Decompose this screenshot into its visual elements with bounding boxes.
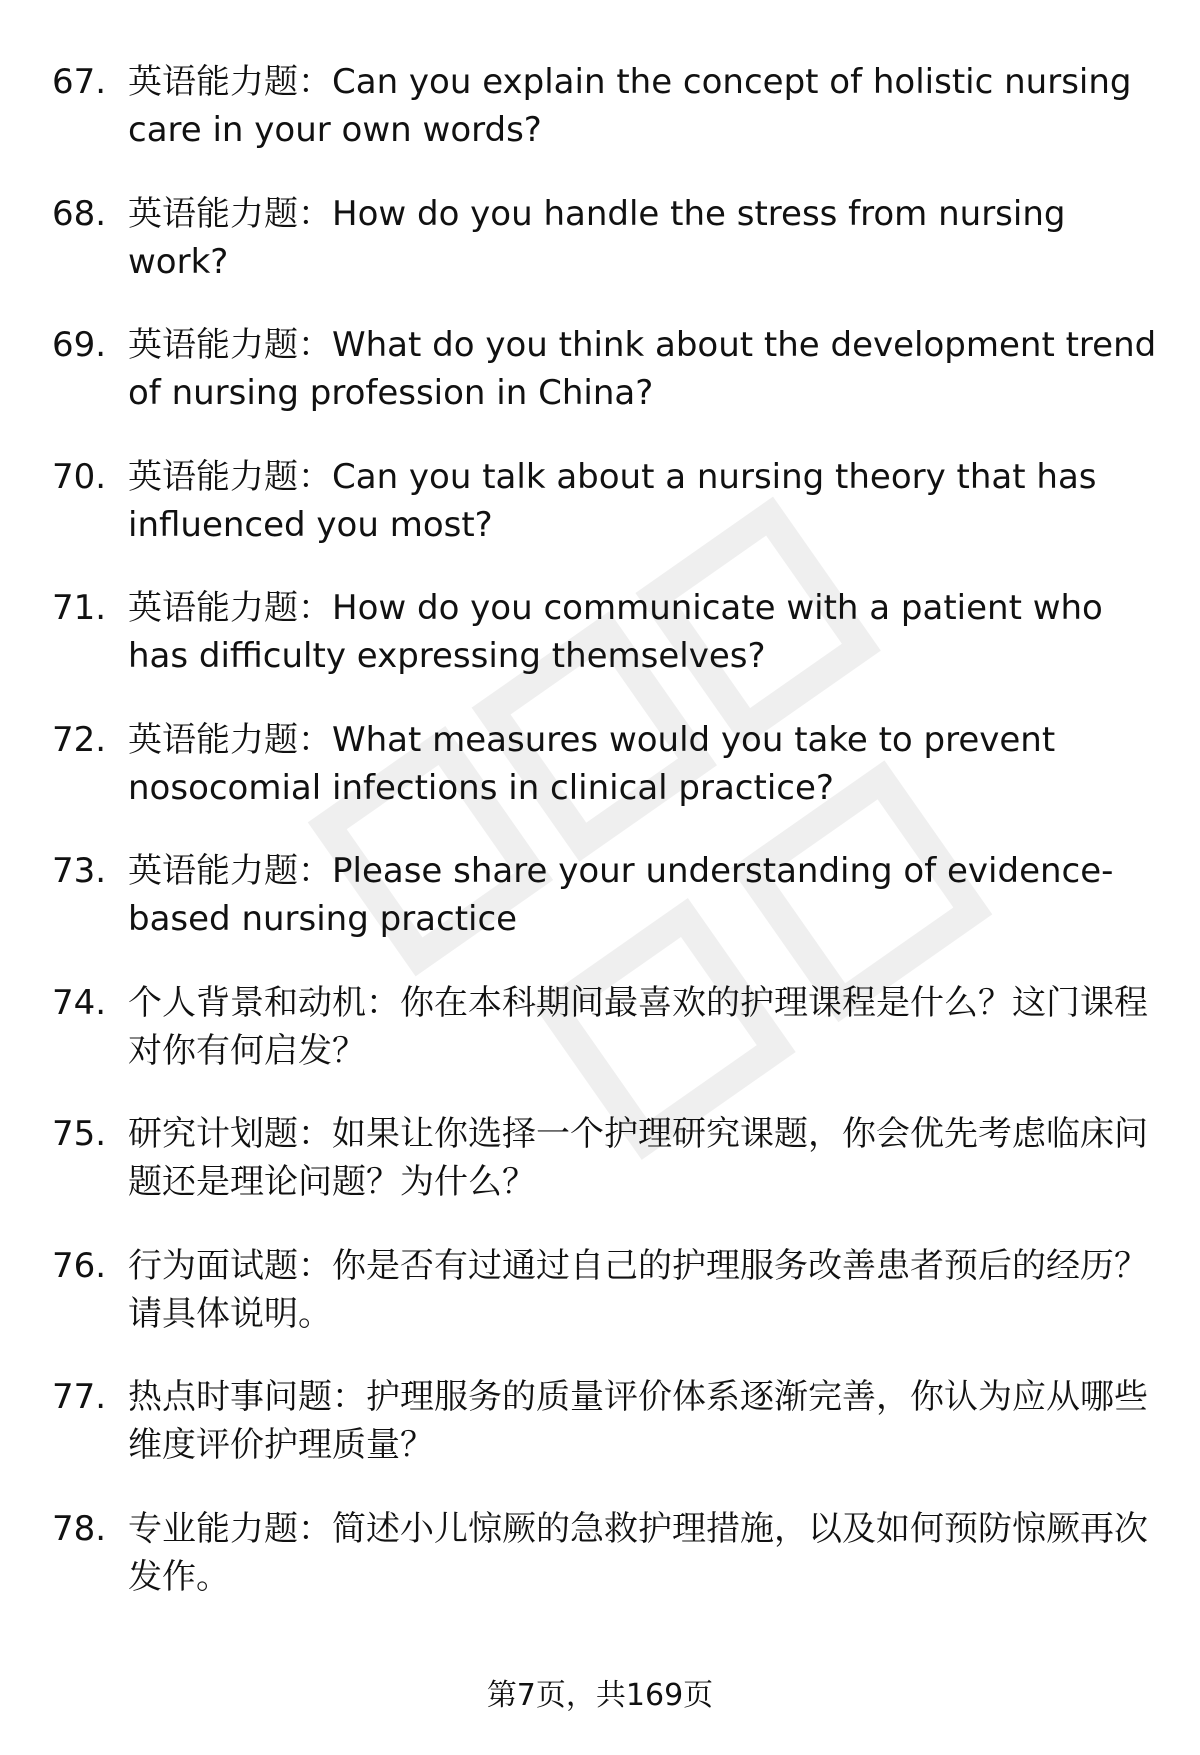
list-item	[52, 1242, 1162, 1374]
question-text: 个人背景和动机：你在本科期间最喜欢的护理课程是什么？这门课程对你有何启发？	[128, 982, 1148, 1071]
question-text: 英语能力题：Can you explain the concept of holistic nursing care in your own words?	[128, 62, 1132, 150]
question-number: 77.	[52, 1377, 107, 1417]
question-number: 75.	[52, 1114, 107, 1154]
list-item	[52, 321, 1162, 453]
list-item	[52, 847, 1162, 979]
question-number: 73.	[52, 851, 107, 891]
question-text: 英语能力题：How do you communicate with a patient who has difficulty expressing themselves?	[128, 588, 1103, 676]
list-item	[52, 190, 1162, 322]
question-number: 74.	[52, 982, 107, 1023]
question-text: 英语能力题：Please share your understanding of evidence-based nursing practice	[128, 851, 1114, 939]
question-text: 热点时事问题：护理服务的质量评价体系逐渐完善，你认为应从哪些维度评价护理质量？	[128, 1377, 1148, 1465]
question-number: 71.	[52, 588, 107, 628]
list-item	[52, 1110, 1162, 1242]
question-number: 78.	[52, 1508, 107, 1549]
question-text: 英语能力题：How do you handle the stress from nursing work?	[128, 193, 1066, 282]
list-item	[52, 1505, 1162, 1637]
question-number: 68.	[52, 193, 107, 234]
question-number: 70.	[52, 456, 107, 497]
question-text: 专业能力题：简述小儿惊厥的急救护理措施，以及如何预防惊厥再次发作。	[128, 1508, 1148, 1597]
question-text: 研究计划题：如果让你选择一个护理研究课题，你会优先考虑临床问题还是理论问题？为什么？	[128, 1114, 1148, 1202]
question-number: 69.	[52, 325, 107, 365]
list-item	[52, 716, 1162, 848]
list-item	[52, 1373, 1162, 1505]
question-number: 72.	[52, 719, 107, 760]
question-list	[52, 58, 1162, 1636]
page-number: 第7页，共169页	[486, 1678, 714, 1713]
question-number: 67.	[52, 62, 107, 102]
list-item	[52, 584, 1162, 716]
list-item	[52, 979, 1162, 1111]
question-text: 行为面试题：你是否有过通过自己的护理服务改善患者预后的经历？请具体说明。	[128, 1245, 1148, 1334]
question-text: 英语能力题：What measures would you take to prevent nosocomial infections in clinical practice?	[128, 719, 1056, 808]
list-item	[52, 453, 1162, 585]
question-text: 英语能力题：Can you talk about a nursing theory that has influenced you most?	[128, 456, 1097, 545]
list-item	[52, 58, 1162, 190]
question-text: 英语能力题：What do you think about the development trend of nursing profession in China?	[128, 325, 1157, 413]
question-number: 76.	[52, 1245, 107, 1286]
